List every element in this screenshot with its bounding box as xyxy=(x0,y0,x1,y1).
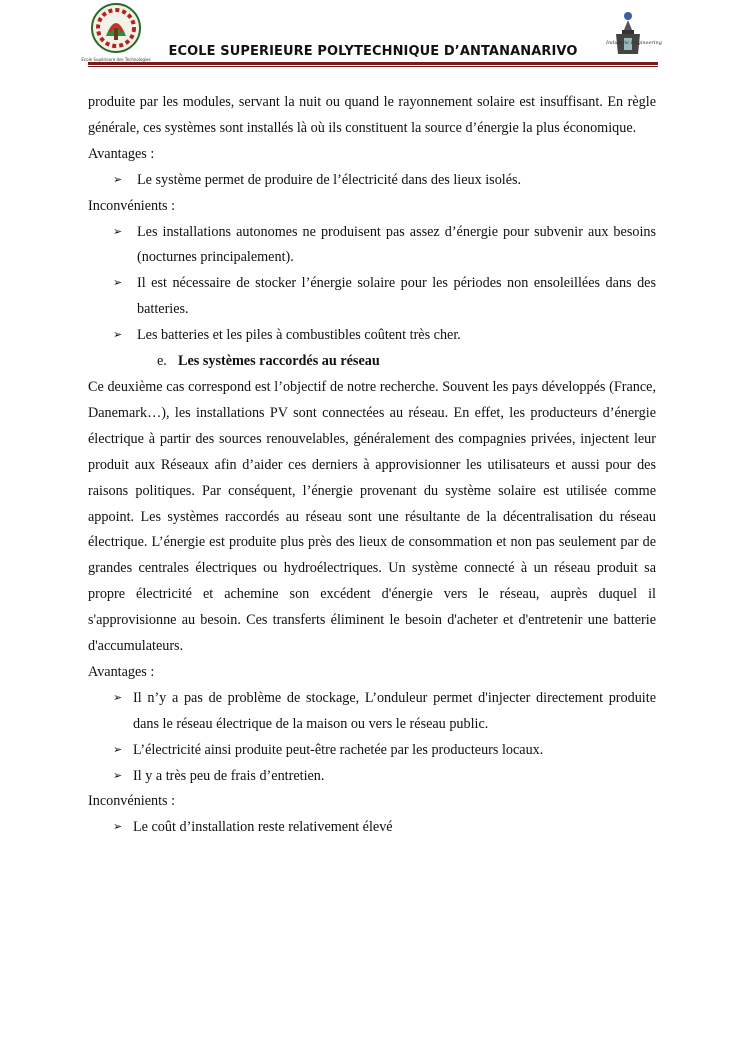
page-content xyxy=(88,90,656,841)
advantages-list xyxy=(88,168,656,194)
disadvantages-label: Inconvénients : xyxy=(88,197,176,214)
advantages-label-2: Avantages : xyxy=(88,663,155,680)
header-rule-thin xyxy=(88,66,658,67)
list-item: ➢ Il n’y a pas de problème de stockage, L’onduleur permet d'injecter directement produite dans le réseau électrique de la maison ou vers le réseau public. xyxy=(88,686,656,738)
list-item: ➢ Le système permet de produire de l’électricité dans des lieux isolés. xyxy=(88,168,656,194)
list-item: ➢ Le coût d’installation reste relativement élevé xyxy=(88,815,656,841)
disadvantages-list xyxy=(88,220,656,350)
disadvantages-list-2 xyxy=(88,815,656,841)
advantages-label: Avantages : xyxy=(88,145,155,162)
list-item: ➢ L’électricité ainsi produite peut-être rachetée par les producteurs locaux. xyxy=(88,738,656,764)
arrow-bullet-icon: ➢ xyxy=(113,329,123,342)
section-paragraph: Ce deuxième cas correspond est l’objectif de notre recherche. Souvent les pays développés (France, Danemark…), les installations PV sont connectées au réseau. En effet, les producteurs d’énergie électrique à partir des sources renouvelables, généralement des compagnies privées, injectent leur produit aux Réseaux afin d’aider ces derniers à approvisionner les utilisateurs et aussi pour des raisons politiques. Par conséquent, l’énergie provenant du système solaire est utilisée comme appoint. Les systèmes raccordés au réseau sont une résultante de la décentralisation du réseau électrique. L’énergie est produite plus près des lieux de consommation et non pas seulement par de grandes centrales électriques ou hydroélectriques. Un système connecté à un réseau produit sa propre électricité et achemine son excédent d'énergie vers le réseau, auprès duquel il s'approvisionne au besoin. Ces transferts éliminent le besoin d'acheter et d'entretenir une batterie d'accumulateurs. xyxy=(88,378,656,655)
arrow-bullet-icon: ➢ xyxy=(113,277,123,290)
arrow-bullet-icon: ➢ xyxy=(113,691,123,704)
list-item: ➢ Il est nécessaire de stocker l’énergie solaire pour les périodes non ensoleillées dans des batteries. xyxy=(88,271,656,323)
list-item: ➢ Il y a très peu de frais d’entretien. xyxy=(88,764,656,790)
advantages-list-2 xyxy=(88,686,656,790)
list-item: ➢ Les batteries et les piles à combustibles coûtent très cher. xyxy=(88,323,656,349)
arrow-bullet-icon: ➢ xyxy=(113,225,123,238)
arrow-bullet-icon: ➢ xyxy=(113,769,123,782)
section-title: Les systèmes raccordés au réseau xyxy=(178,353,380,370)
left-logo-caption: Ecole Supérieure des Technologies xyxy=(81,57,151,62)
section-number: e. xyxy=(157,353,167,370)
section-heading xyxy=(88,349,656,375)
arrow-bullet-icon: ➢ xyxy=(113,821,123,834)
arrow-bullet-icon: ➢ xyxy=(113,173,123,186)
intro-paragraph: produite par les modules, servant la nuit ou quand le rayonnement solaire est insuffisant. En règle générale, ces systèmes sont installés là où ils constituent la source d’énergie la plus économique. xyxy=(88,94,656,136)
header-rule xyxy=(88,62,658,65)
right-logo-caption: Industrie Engineering xyxy=(606,40,662,46)
arrow-bullet-icon: ➢ xyxy=(113,743,123,756)
school-name: ECOLE SUPERIEURE POLYTECHNIQUE D’ANTANANARIVO xyxy=(168,44,578,59)
page-header xyxy=(81,0,662,72)
disadvantages-label-2: Inconvénients : xyxy=(88,793,176,810)
list-item: ➢ Les installations autonomes ne produisent pas assez d’énergie pour subvenir aux besoins (nocturnes principalement). xyxy=(88,220,656,272)
